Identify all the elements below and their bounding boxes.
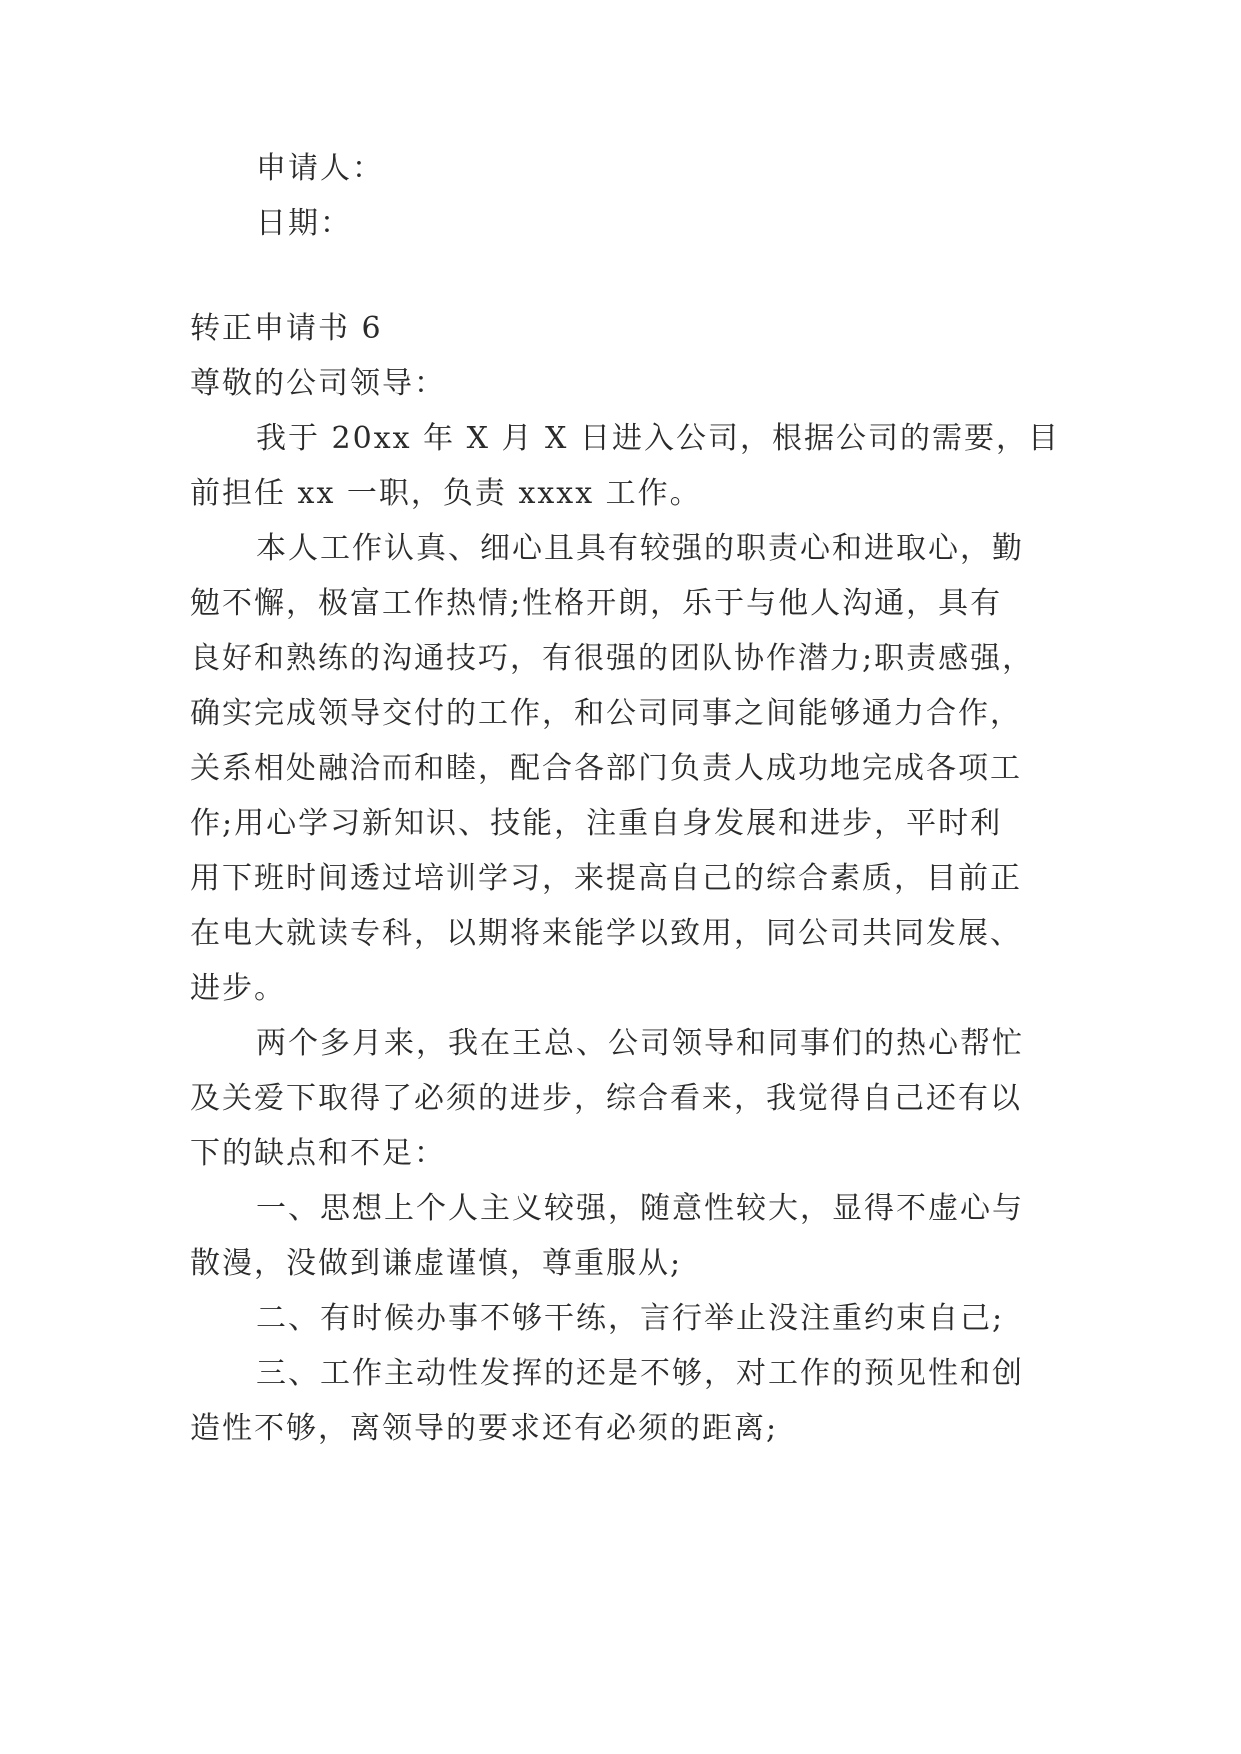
paragraph-5 xyxy=(190,1291,1052,1346)
paragraph-line: 造性不够，离领导的要求还有必须的距离; xyxy=(190,1411,779,1446)
paragraph-line: 在电大就读专科，以期将来能学以致用，同公司共同发展、 xyxy=(190,916,1022,951)
paragraph-line: 用下班时间透过培训学习，来提高自己的综合素质，目前正 xyxy=(190,861,1022,896)
letter-body xyxy=(190,301,1060,1456)
paragraph-line: 关系相处融洽而和睦，配合各部门负责人成功地完成各项工 xyxy=(190,751,1022,786)
paragraph-4 xyxy=(190,1181,1052,1291)
section-title: 转正申请书 6 xyxy=(190,311,383,346)
paragraph-2 xyxy=(190,521,1052,1016)
signature-block xyxy=(190,141,1052,251)
paragraph-line: 前担任 xx 一职，负责 xxxx 工作。 xyxy=(190,476,702,511)
paragraph-line: 本人工作认真、细心且具有较强的职责心和进取心，勤 xyxy=(256,531,1024,566)
paragraph-line: 及关爱下取得了必须的进步，综合看来，我觉得自己还有以 xyxy=(190,1081,1022,1116)
paragraph-line: 两个多月来，我在王总、公司领导和同事们的热心帮忙 xyxy=(256,1026,1024,1061)
date-label: 日期： xyxy=(256,206,352,241)
paragraph-line: 一、思想上个人主义较强，随意性较大，显得不虚心与 xyxy=(256,1191,1024,1226)
paragraph-1 xyxy=(190,411,1060,521)
paragraph-line: 良好和熟练的沟通技巧，有很强的团队协作潜力;职责感强， xyxy=(190,641,1035,676)
paragraph-line: 下的缺点和不足： xyxy=(190,1136,446,1171)
paragraph-line: 二、有时候办事不够干练，言行举止没注重约束自己; xyxy=(256,1301,1005,1336)
paragraph-line: 我于 20xx 年 X 月 X 日进入公司，根据公司的需要，目 xyxy=(256,421,1060,456)
paragraph-line: 三、工作主动性发挥的还是不够，对工作的预见性和创 xyxy=(256,1356,1024,1391)
paragraph-line: 散漫，没做到谦虚谨慎，尊重服从; xyxy=(190,1246,683,1281)
paragraph-line: 勉不懈，极富工作热情;性格开朗，乐于与他人沟通，具有 xyxy=(190,586,1003,621)
paragraph-3 xyxy=(190,1016,1052,1181)
paragraph-line: 进步。 xyxy=(190,971,286,1006)
applicant-label: 申请人： xyxy=(256,151,384,186)
paragraph-line: 作;用心学习新知识、技能，注重自身发展和进步，平时利 xyxy=(190,806,1003,841)
salutation: 尊敬的公司领导： xyxy=(190,366,446,401)
paragraph-6 xyxy=(190,1346,1052,1456)
paragraph-line: 确实完成领导交付的工作，和公司同事之间能够通力合作， xyxy=(190,696,1022,731)
